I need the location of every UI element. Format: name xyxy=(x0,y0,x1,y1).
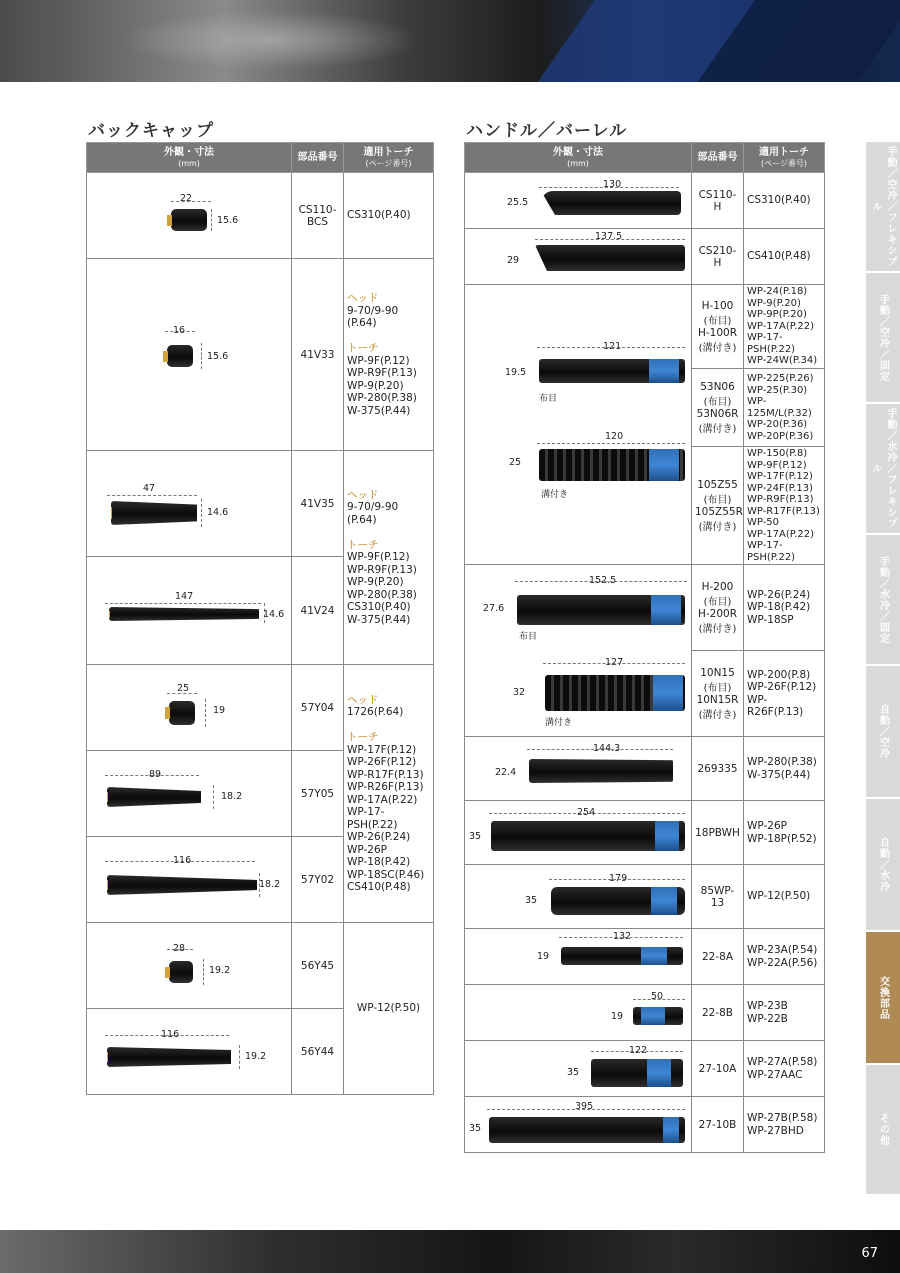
table-row: 116 18.2 57Y02 xyxy=(87,837,434,923)
table-row: 152.5 27.6 布目 127 32 溝付き H-200 (布目) H-200R (溝付き) WP-26(P.24) WP-18(P.42) WP-18SP xyxy=(465,565,825,651)
table-row: 89 18.2 57Y05 xyxy=(87,751,434,837)
table-row: 132 19 22-8A WP-23A(P.54) WP-22A(P.56) xyxy=(465,929,825,985)
col-dim: 外観・寸法 xyxy=(164,146,214,158)
part-image: 22 15.6 xyxy=(87,173,292,259)
back-cap-table: 外観・寸法 (mm) 部品番号 適用トーチ (ページ番号) 22 15.6 CS110- BCS CS310(P.40) 16 15.6 41V33 ヘッド 9-70/9-90 (P.64) トーチ WP-9F(P.12) WP-R9F(P.13) WP-9(P.20) WP-280(P.38) W-375(P.44) 47 14.6 41V35 ヘッド 9-70/9-90 (P.64) トーチ WP-9F(P.12) WP-R9F(P.13) WP-9(P.20) WP-280(P.38) CS310(P.40) W-375(P.44) 147 14.6 41V24 25 19 57Y04 ヘッド 1726(P.64) トーチ WP-17F(P.12) WP-26F(P.12) WP-R17F(P.13) WP-R26F(P.13) WP-17A(P.22) WP-17-PSH(P.22) WP-26(P.24) WP-26P WP-18(P.42) WP-18SC(P.46) CS410(P.48) 89 18.2 57Y05 116 18.2 57Y02 28 19.2 56Y45 WP-12(P.50) 116 19.2 56Y44 xyxy=(86,142,434,1095)
table-row: 28 19.2 56Y45 WP-12(P.50) xyxy=(87,923,434,1009)
table-row: 122 35 27-10A WP-27A(P.58) WP-27AAC xyxy=(465,1041,825,1097)
sidetab-manual-water-flex[interactable]: 手動／水冷／フレキシブル xyxy=(866,404,900,534)
table-row: 22 15.6 CS110- BCS CS310(P.40) xyxy=(87,173,434,259)
sidetab-manual-air-flex[interactable]: 手動／空冷／フレキシブル xyxy=(866,142,900,272)
col-part: 部品番号 xyxy=(292,143,344,173)
table-row: 50 19 22-8B WP-23B WP-22B xyxy=(465,985,825,1041)
sidetab-other[interactable]: その他 xyxy=(866,1065,900,1195)
handle-barrel-title: ハンドル／バーレル xyxy=(466,121,628,141)
table-row: 121 19.5 布目 120 25 溝付き H-100 (布目) H-100R (溝付き) WP-24(P.18) WP-9(P.20) WP-9P(P.20) WP-17A(P.22) WP-17-PSH(P.22) WP-24W(P.34) xyxy=(465,285,825,369)
table-row: 47 14.6 41V35 ヘッド 9-70/9-90 (P.64) トーチ WP-9F(P.12) WP-R9F(P.13) WP-9(P.20) WP-280(P.38) CS310(P.40) W-375(P.44) xyxy=(87,451,434,557)
sidetab-replacement-parts[interactable]: 交換部品 xyxy=(866,932,900,1064)
footer-photo-banner xyxy=(0,1230,900,1273)
table-row: 116 19.2 56Y44 xyxy=(87,1009,434,1095)
table-row: 130 25.5 CS110-H CS310(P.40) xyxy=(465,173,825,229)
table-row: 10N15 (布目) 10N15R (溝付き) WP-200(P.8) WP-26F(P.12) WP-R26F(P.13) xyxy=(465,651,825,737)
table-row: 53N06 (布目) 53N06R (溝付き) WP-225(P.26) WP-25(P.30) WP-125M/L(P.32) WP-20(P.36) WP-20P(P.36) xyxy=(465,369,825,447)
table-row: 144.3 22.4 269335 WP-280(P.38) W-375(P.44) xyxy=(465,737,825,801)
back-cap-title: バックキャップ xyxy=(88,121,214,141)
handle-barrel-table: 外観・寸法 (mm) 部品番号 適用トーチ (ページ番号) 130 25.5 CS110-H CS310(P.40) 137.5 29 CS210-H CS410(P.48) 121 19.5 布目 120 25 溝付き H-100 (布目) H-100R (溝付き) WP-24(P.18) WP-9(P.20) WP-9P(P.20) WP-17A(P.22) WP-17-PSH(P.22) WP-24W(P.34) 53N06 (布目) 53N06R (溝付き) WP-225(P.26) WP-25(P.30) WP-125M/L(P.32) WP-20(P.36) WP-20P(P.36) 105Z55 (布目) 105Z55R (溝付き) WP-150(P.8) WP-9F(P.12) WP-17F(P.12) WP-24F(P.13) WP-R9F(P.13) WP-R17F(P.13) WP-50 WP-17A(P.22) WP-17-PSH(P.22) 152.5 27.6 布目 127 32 溝付き H-200 (布目) H-200R (溝付き) WP-26(P.24) WP-18(P.42) WP-18SP 10N15 (布目) 10N15R (溝付き) WP-200(P.8) WP-26F(P.12) WP-R26F(P.13) 144.3 22.4 269335 WP-280(P.38) W-375(P.44) 254 35 18PBWH WP-26P WP-18P(P.52) 179 35 85WP-13 WP-12(P.50) 132 19 22-8A WP-23A(P.54) WP-22A(P.56) 50 19 22-8B WP-23B WP-22B 122 35 27-10A WP-27A(P.58) WP-27AAC 395 35 27-10B WP-27B(P.58) WP-27BHD xyxy=(464,142,825,1153)
sidetab-auto-water[interactable]: 自動／水冷 xyxy=(866,799,900,931)
page-number: 67 xyxy=(861,1246,878,1261)
sidetab-auto-air[interactable]: 自動／空冷 xyxy=(866,666,900,798)
table-row: 105Z55 (布目) 105Z55R (溝付き) WP-150(P.8) WP-9F(P.12) WP-17F(P.12) WP-24F(P.13) WP-R9F(P.13) WP-R17F(P.13) WP-50 WP-17A(P.22) WP-17-PSH(P.22) xyxy=(465,447,825,565)
table-row: 16 15.6 41V33 ヘッド 9-70/9-90 (P.64) トーチ WP-9F(P.12) WP-R9F(P.13) WP-9(P.20) WP-280(P.38) W-375(P.44) xyxy=(87,259,434,451)
col-torch: 適用トーチ xyxy=(363,146,414,158)
table-row: 254 35 18PBWH WP-26P WP-18P(P.52) xyxy=(465,801,825,865)
header-photo-banner xyxy=(0,0,900,82)
table-row: 137.5 29 CS210-H CS410(P.48) xyxy=(465,229,825,285)
table-row: 147 14.6 41V24 xyxy=(87,557,434,665)
table-row: 395 35 27-10B WP-27B(P.58) WP-27BHD xyxy=(465,1097,825,1153)
sidetab-manual-water-fixed[interactable]: 手動／水冷／固定 xyxy=(866,535,900,665)
table-row: 179 35 85WP-13 WP-12(P.50) xyxy=(465,865,825,929)
sidetab-manual-air-fixed[interactable]: 手動／空冷／固定 xyxy=(866,273,900,403)
table-row: 25 19 57Y04 ヘッド 1726(P.64) トーチ WP-17F(P.12) WP-26F(P.12) WP-R17F(P.13) WP-R26F(P.13) WP-17A(P.22) WP-17-PSH(P.22) WP-26(P.24) WP-26P WP-18(P.42) WP-18SC(P.46) CS410(P.48) xyxy=(87,665,434,751)
